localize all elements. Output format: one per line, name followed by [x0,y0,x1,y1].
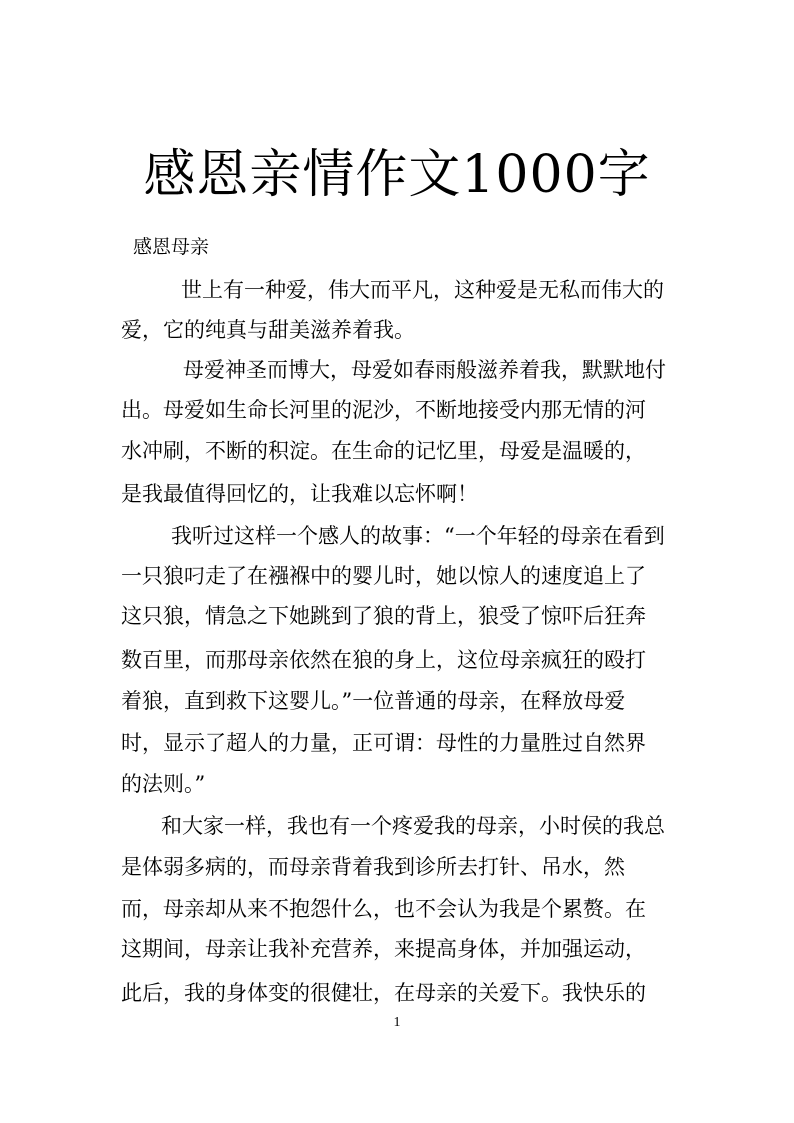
paragraph-line: 和大家一样，我也有一个疼爱我的母亲，小时侯的我总 [161,814,665,838]
paragraph-line: 出。母爱如生命长河里的泥沙，不断地接受内那无情的河 [121,398,646,422]
paragraph-line: 而，母亲却从来不抱怨什么，也不会认为我是个累赘。在 [121,897,646,921]
paragraph-line: 数百里，而那母亲依然在狼的身上，这位母亲疯狂的殴打 [121,648,646,672]
paragraph-line: 的法则。” [121,772,206,796]
page-title: 感恩亲情作文1000字 [143,145,651,205]
paragraph-line: 我听过这样一个感人的故事：“一个年轻的母亲在看到 [171,524,665,548]
paragraph-line: 着狼，直到救下这婴儿。”一位普通的母亲，在释放母爱 [121,689,626,713]
paragraph-line: 这只狼，情急之下她跳到了狼的背上，狼受了惊吓后狂奔 [121,604,646,628]
paragraph-line: 时，显示了超人的力量，正可谓：母性的力量胜过自然界 [121,731,646,755]
paragraph-line: 水冲刷，不断的积淀。在生命的记忆里，母爱是温暖的， [121,439,646,463]
paragraph-line: 世上有一种爱，伟大而平凡，这种爱是无私而伟大的 [181,278,664,302]
paragraph-line: 母爱神圣而博大，母爱如春雨般滋养着我，默默地付 [183,358,666,382]
paragraph-line: 是体弱多病的，而母亲背着我到诊所去打针、吊水，然 [121,855,625,879]
section-heading: 感恩母亲 [133,236,210,258]
paragraph-line: 爱，它的纯真与甜美滋养着我。 [121,318,415,342]
paragraph-line: 这期间，母亲让我补充营养，来提高身体，并加强运动， [121,937,646,961]
paragraph-line: 此后，我的身体变的很健壮，在母亲的关爱下。我快乐的 [121,981,646,1005]
paragraph-line: 是我最值得回忆的，让我难以忘怀啊！ [121,482,478,506]
page-number: 1 [393,1015,401,1030]
paragraph-line: 一只狼叼走了在襁褓中的婴儿时，她以惊人的速度追上了 [121,564,646,588]
